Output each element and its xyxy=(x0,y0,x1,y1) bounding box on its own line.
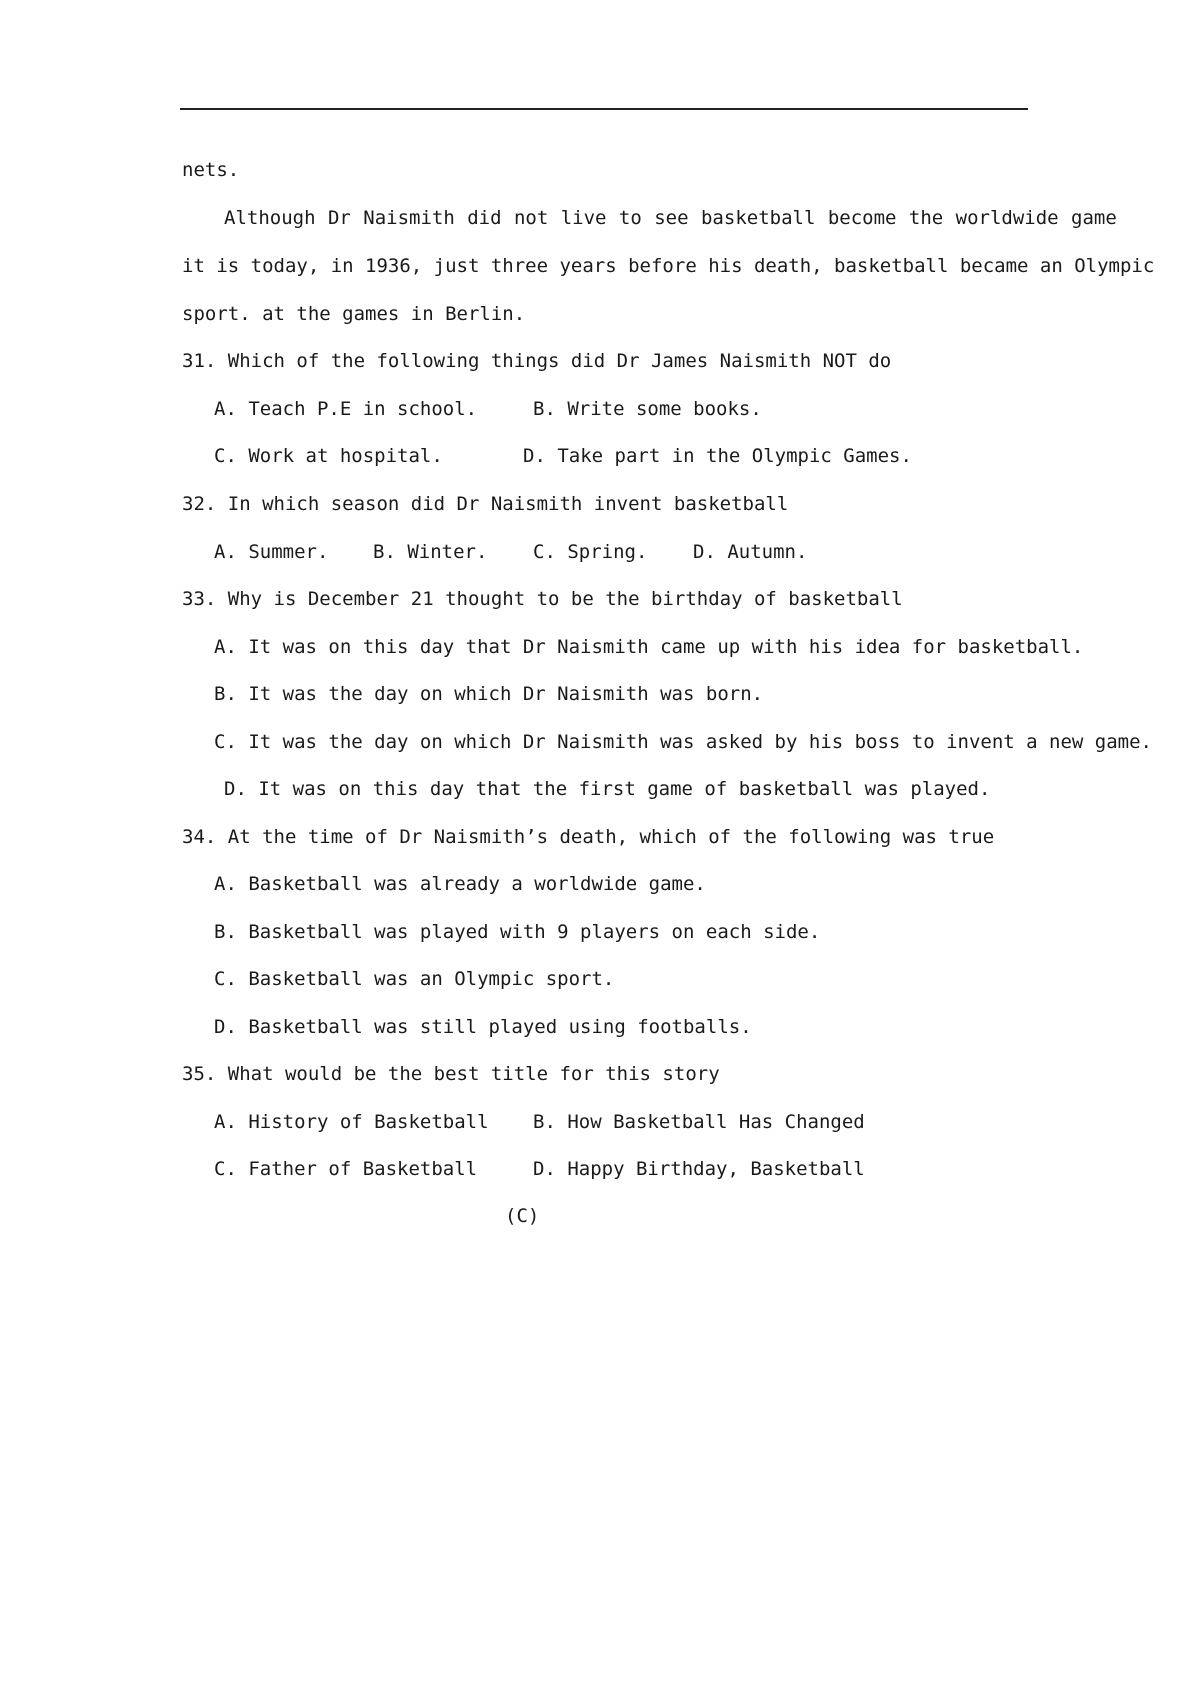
question-31-option-c: C. Work at hospital. xyxy=(214,445,443,467)
passage-line-2: Although Dr Naismith did not live to see basketball become the worldwide game xyxy=(224,207,1117,229)
question-34-option-c: C. Basketball was an Olympic sport. xyxy=(214,968,615,990)
question-35-option-d: D. Happy Birthday, Basketball xyxy=(533,1158,865,1180)
passage-line-3: it is today, in 1936, just three years before his death, basketball became an Olympic xyxy=(182,255,1155,277)
question-33-option-c: C. It was the day on which Dr Naismith was asked by his boss to invent a new game. xyxy=(214,731,1152,753)
header-rule xyxy=(180,108,1028,110)
question-32-option-b: B. Winter. xyxy=(373,541,488,563)
question-33-stem: 33. Why is December 21 thought to be the birthday of basketball xyxy=(182,588,903,610)
question-35-stem: 35. What would be the best title for this story xyxy=(182,1063,720,1085)
passage-line-4: sport. at the games in Berlin. xyxy=(182,303,526,325)
question-33-option-d: D. It was on this day that the first game of basketball was played. xyxy=(224,778,991,800)
passage-line-1: nets. xyxy=(182,159,240,181)
question-35-option-c: C. Father of Basketball xyxy=(214,1158,478,1180)
question-32-stem: 32. In which season did Dr Naismith invent basketball xyxy=(182,493,789,515)
question-32-option-c: C. Spring. xyxy=(533,541,648,563)
question-35-option-a: A. History of Basketball xyxy=(214,1111,489,1133)
question-31-option-b: B. Write some books. xyxy=(533,398,762,420)
question-32-option-a: A. Summer. xyxy=(214,541,329,563)
question-31-option-d: D. Take part in the Olympic Games. xyxy=(523,445,912,467)
question-34-option-d: D. Basketball was still played using footballs. xyxy=(214,1016,752,1038)
section-label: (C) xyxy=(505,1205,540,1227)
question-35-option-b: B. How Basketball Has Changed xyxy=(533,1111,865,1133)
question-34-option-b: B. Basketball was played with 9 players on each side. xyxy=(214,921,821,943)
question-33-option-a: A. It was on this day that Dr Naismith came up with his idea for basketball. xyxy=(214,636,1084,658)
question-31-stem: 31. Which of the following things did Dr James Naismith NOT do xyxy=(182,350,892,372)
question-34-option-a: A. Basketball was already a worldwide game. xyxy=(214,873,706,895)
question-32-option-d: D. Autumn. xyxy=(693,541,808,563)
question-34-stem: 34. At the time of Dr Naismith’s death, which of the following was true xyxy=(182,826,995,848)
question-31-option-a: A. Teach P.E in school. xyxy=(214,398,478,420)
question-33-option-b: B. It was the day on which Dr Naismith was born. xyxy=(214,683,764,705)
